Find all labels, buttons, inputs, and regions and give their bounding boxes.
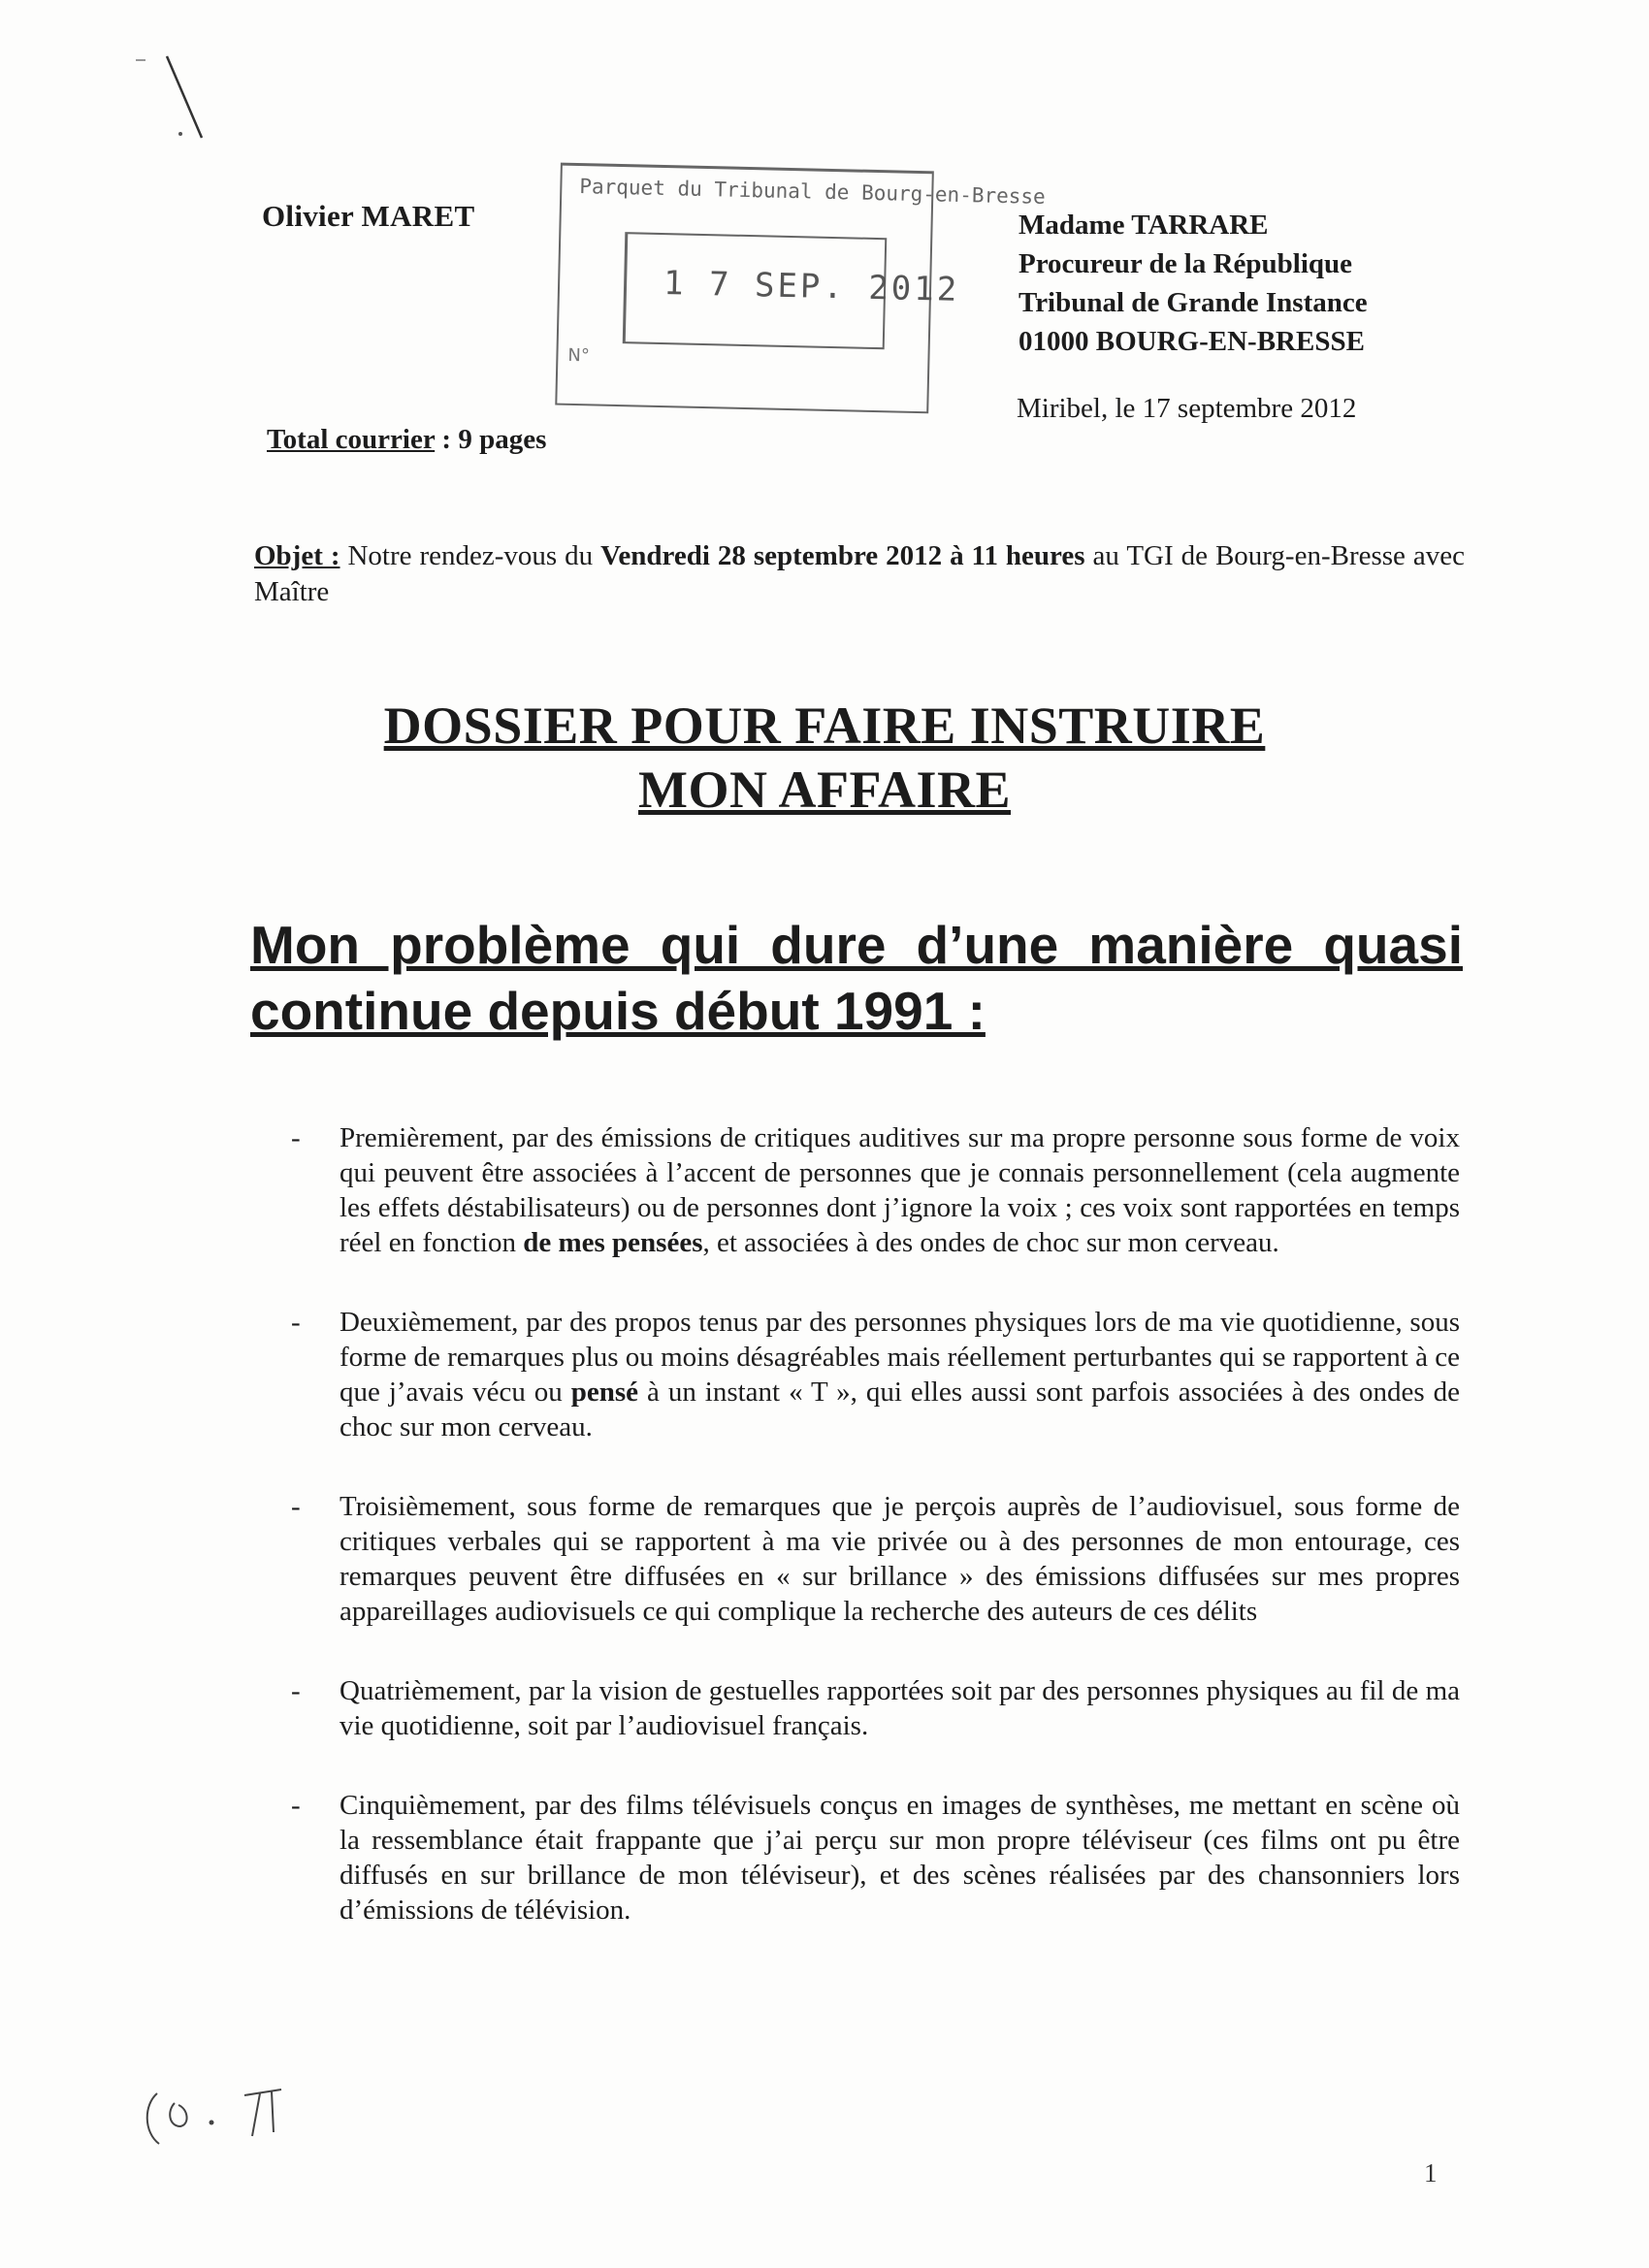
list-item: - Deuxièmement, par des propos tenus par des personnes physiques lors de ma vie quotidienne, sous forme de remarques plus ou moins désagréables mais réellement perturbantes qui se rapportent à ce que j’avais vécu ou pensé à un instant « T », qui elles aussi sont parfois associées à des ondes de choc sur mon cerveau. xyxy=(291,1307,1460,1442)
recipient-line: Tribunal de Grande Instance xyxy=(1018,287,1368,318)
stamp-court-line: Parquet du Tribunal de Bourg-en-Bresse xyxy=(579,175,1046,209)
dossier-title-line: MON AFFAIRE xyxy=(638,761,1011,819)
subject-text-end: au TGI de Bourg-en-Bresse avec Maître xyxy=(254,540,1466,607)
received-stamp xyxy=(555,163,1046,419)
dossier-title xyxy=(194,694,1455,822)
subject-label: Objet : xyxy=(254,540,340,571)
page-number: 1 xyxy=(1424,2158,1438,2187)
place-and-date: Miribel, le 17 septembre 2012 xyxy=(1017,393,1357,424)
recipient-line: Madame TARRARE xyxy=(1018,210,1269,241)
stamp-number-label: N° xyxy=(567,344,591,367)
stamp-date-box xyxy=(623,232,960,349)
total-pages xyxy=(267,424,546,456)
stamp-date: 1 7 SEP. 2012 xyxy=(663,264,960,309)
list-item: - Premièrement, par des émissions de critiques auditives sur ma propre personne sous forme de voix qui peuvent être associées à l’accent de personnes que je connais personnellement (cela augmente les effets déstabilisateurs) ou de personnes dont j’ignore la voix ; ces voix sont rapportées en temps réel en fonction de mes pensées, et associées à des ondes de choc sur mon cerveau. xyxy=(291,1122,1460,1258)
subject-text: Notre rendez-vous du xyxy=(340,540,601,571)
recipient-line: 01000 BOURG-EN-BRESSE xyxy=(1018,326,1365,357)
problem-heading: Mon problème qui dure d’une manière quasi continue depuis début 1991 : xyxy=(250,915,1463,1041)
subject-date: Vendredi 28 septembre 2012 à 11 heures xyxy=(600,540,1085,571)
list-item: - Troisièmement, sous forme de remarques que je perçois auprès de l’audiovisuel, sous forme de critiques verbales qui se rapportent à ma vie privée ou à des personnes de mon entourage, ces remarques peuvent être diffusées en « sur brillance » des émissions diffusées sur mes propres appareillages audiovisuels ce qui complique la recherche des auteurs de ces délits xyxy=(291,1491,1460,1627)
dossier-title-line: DOSSIER POUR FAIRE INSTRUIRE xyxy=(383,697,1266,755)
handwritten-annotation xyxy=(136,2076,310,2154)
total-label: Total courrier xyxy=(267,424,436,455)
points-list xyxy=(281,1120,1460,1928)
recipient-line: Procureur de la République xyxy=(1018,248,1353,279)
subject-line xyxy=(254,538,1465,610)
total-value: : 9 pages xyxy=(435,424,547,455)
list-item: - Quatrièmement, par la vision de gestuelles rapportées soit par des personnes physiques au fil de ma vie quotidienne, soit par l’audiovisuel français. xyxy=(291,1675,1460,1741)
list-item: - Cinquièmement, par des films télévisuels conçus en images de synthèses, me mettant en scène où la ressemblance était frappante que j’ai perçu sur mon propre téléviseur (ces films ont pu être diffusés en sur brillance de mon téléviseur), et des scènes réalisées par des chansonniers lors d’émissions de télévision. xyxy=(291,1790,1460,1926)
handwritten-slash-mark xyxy=(126,49,213,146)
sender-name: Olivier MARET xyxy=(262,199,475,233)
recipient-address xyxy=(1018,206,1368,361)
